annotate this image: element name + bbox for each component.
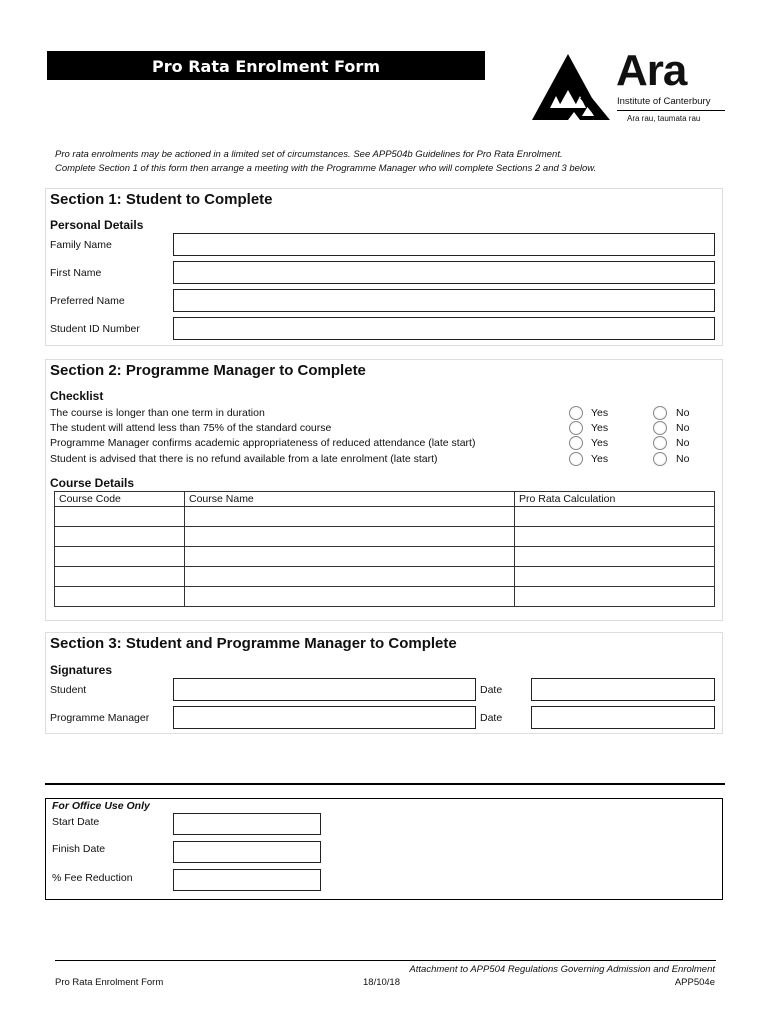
course-code-cell[interactable] — [55, 567, 185, 587]
office-use-heading: For Office Use Only — [52, 800, 150, 812]
form-title: Pro Rata Enrolment Form — [152, 57, 380, 76]
student-id-field[interactable] — [173, 317, 715, 340]
office-use-box — [45, 798, 723, 900]
preferred-name-field[interactable] — [173, 289, 715, 312]
family-name-label: Family Name — [50, 239, 112, 251]
logo-subtitle: Institute of Canterbury — [617, 96, 711, 107]
intro-line-2: Complete Section 1 of this form then arrange a meeting with the Programme Manager who will complete Sections 2 and 3 below. — [55, 163, 597, 174]
course-details-table — [54, 491, 715, 607]
table-row — [55, 587, 715, 607]
yes-label-3: Yes — [591, 437, 609, 449]
logo-word: Ara — [616, 46, 687, 95]
course-code-header: Course Code — [55, 492, 185, 507]
no-label-4: No — [676, 453, 690, 465]
yes-radio-4[interactable] — [569, 452, 583, 466]
no-radio-3[interactable] — [653, 436, 667, 450]
student-date-label: Date — [480, 684, 503, 696]
course-name-cell[interactable] — [185, 567, 515, 587]
no-radio-4[interactable] — [653, 452, 667, 466]
form-title-bar — [47, 51, 485, 80]
footer-form-name: Pro Rata Enrolment Form — [55, 977, 164, 988]
preferred-name-label: Preferred Name — [50, 295, 125, 307]
yes-label-4: Yes — [591, 453, 609, 465]
yes-label-2: Yes — [591, 422, 609, 434]
course-name-cell[interactable] — [185, 587, 515, 607]
finish-date-field[interactable] — [173, 841, 321, 863]
logo-divider — [617, 110, 725, 111]
manager-signature-field[interactable] — [173, 706, 476, 729]
family-name-field[interactable] — [173, 233, 715, 256]
checklist-item-1: The course is longer than one term in duration — [50, 407, 265, 419]
checklist-heading: Checklist — [50, 389, 104, 403]
pro-rata-cell[interactable] — [515, 507, 715, 527]
course-code-cell[interactable] — [55, 507, 185, 527]
checklist-item-3: Programme Manager confirms academic appropriateness of reduced attendance (late start) — [50, 437, 476, 449]
student-signature-field[interactable] — [173, 678, 476, 701]
footer-doc-code: APP504e — [674, 977, 715, 988]
first-name-field[interactable] — [173, 261, 715, 284]
start-date-label: Start Date — [52, 816, 100, 828]
table-row — [55, 567, 715, 587]
no-radio-2[interactable] — [653, 421, 667, 435]
course-name-cell[interactable] — [185, 547, 515, 567]
table-row — [55, 547, 715, 567]
yes-radio-3[interactable] — [569, 436, 583, 450]
course-name-cell[interactable] — [185, 527, 515, 547]
table-row — [55, 527, 715, 547]
course-code-cell[interactable] — [55, 547, 185, 567]
yes-radio-2[interactable] — [569, 421, 583, 435]
manager-date-label: Date — [480, 712, 503, 724]
pro-rata-cell[interactable] — [515, 527, 715, 547]
footer-date: 18/10/18 — [363, 977, 400, 988]
course-code-cell[interactable] — [55, 587, 185, 607]
personal-details-heading: Personal Details — [50, 218, 144, 232]
footer-attachment-note: Attachment to APP504 Regulations Governing Admission and Enrolment — [409, 964, 715, 975]
section-3-title: Section 3: Student and Programme Manager to Complete — [50, 635, 457, 652]
pro-rata-cell[interactable] — [515, 547, 715, 567]
student-id-label: Student ID Number — [50, 323, 140, 335]
no-label-1: No — [676, 407, 690, 419]
section-2-title: Section 2: Programme Manager to Complete — [50, 362, 366, 379]
first-name-label: First Name — [50, 267, 102, 279]
course-details-heading: Course Details — [50, 476, 135, 490]
pro-rata-cell[interactable] — [515, 587, 715, 607]
no-label-2: No — [676, 422, 690, 434]
fee-reduction-label: % Fee Reduction — [52, 872, 133, 884]
student-date-field[interactable] — [531, 678, 715, 701]
pro-rata-header: Pro Rata Calculation — [515, 492, 715, 507]
student-signature-label: Student — [50, 684, 87, 696]
intro-text — [55, 148, 596, 176]
section-divider — [45, 783, 725, 785]
no-radio-1[interactable] — [653, 406, 667, 420]
yes-radio-1[interactable] — [569, 406, 583, 420]
logo-tagline: Ara rau, taumata rau — [627, 114, 701, 123]
course-name-header: Course Name — [185, 492, 515, 507]
start-date-field[interactable] — [173, 813, 321, 835]
finish-date-label: Finish Date — [52, 843, 106, 855]
footer-divider — [55, 960, 716, 961]
signatures-heading: Signatures — [50, 663, 113, 677]
course-code-cell[interactable] — [55, 527, 185, 547]
manager-date-field[interactable] — [531, 706, 715, 729]
no-label-3: No — [676, 437, 690, 449]
checklist-item-4: Student is advised that there is no refund available from a late enrolment (late start) — [50, 453, 438, 465]
checklist-item-2: The student will attend less than 75% of the standard course — [50, 422, 332, 434]
table-header-row — [55, 492, 715, 507]
table-row — [55, 507, 715, 527]
intro-line-1: Pro rata enrolments may be actioned in a limited set of circumstances. See APP504b Guidelines for Pro Rata Enrolment. — [55, 149, 563, 160]
manager-signature-label: Programme Manager — [50, 712, 150, 724]
course-name-cell[interactable] — [185, 507, 515, 527]
pro-rata-cell[interactable] — [515, 567, 715, 587]
fee-reduction-field[interactable] — [173, 869, 321, 891]
yes-label-1: Yes — [591, 407, 609, 419]
section-1-title: Section 1: Student to Complete — [50, 191, 273, 208]
